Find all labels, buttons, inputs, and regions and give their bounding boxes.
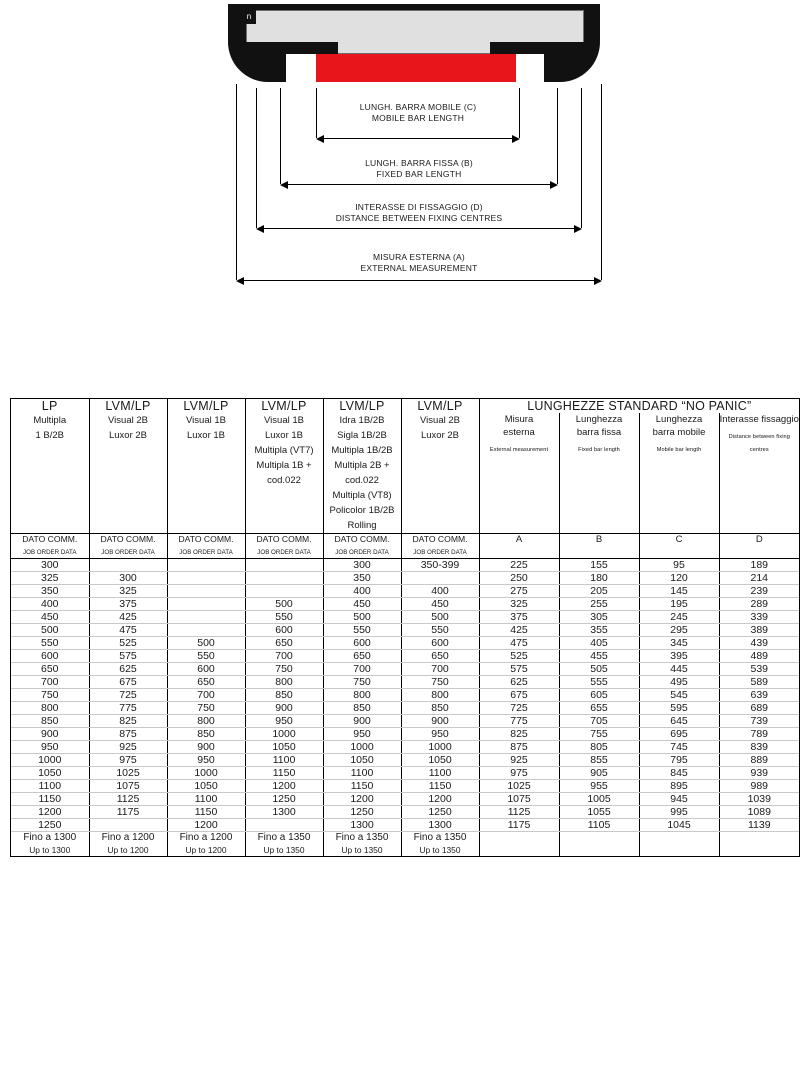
table-row: [11, 741, 799, 754]
cell-r17-c8: 895: [639, 780, 719, 793]
cell-r14-c1: 925: [89, 741, 167, 754]
cell-r4-c5: 500: [401, 611, 479, 624]
cell-r12-c5: 900: [401, 715, 479, 728]
cell-r20-c2: 1200: [167, 819, 245, 832]
cell-r16-c3: 1150: [245, 767, 323, 780]
cell-r7-c3: 700: [245, 650, 323, 663]
cell-r8-c1: 625: [89, 663, 167, 676]
cell-r7-c9: 489: [719, 650, 799, 663]
device-push-bar: [316, 54, 516, 82]
table-row: [11, 676, 799, 689]
cell-r7-c6: 525: [479, 650, 559, 663]
cell-r8-c8: 445: [639, 663, 719, 676]
cell-r3-c5: 450: [401, 598, 479, 611]
cell-r1-c6: 250: [479, 572, 559, 585]
dimension-a-label: MISURA ESTERNA (A) EXTERNAL MEASUREMENT: [360, 252, 478, 273]
table-model-row: [11, 413, 799, 534]
cell-r13-c0: 900: [11, 728, 89, 741]
cell-r0-c3: [245, 559, 323, 572]
footer-limit-5: Fino a 1350 Up to 1350: [401, 832, 479, 857]
cell-r15-c3: 1100: [245, 754, 323, 767]
cell-r18-c6: 1075: [479, 793, 559, 806]
cell-r8-c2: 600: [167, 663, 245, 676]
table-row: [11, 780, 799, 793]
table-row: [11, 598, 799, 611]
cell-r5-c4: 550: [323, 624, 401, 637]
table-row: [11, 572, 799, 585]
cell-r10-c5: 800: [401, 689, 479, 702]
cell-r18-c9: 1039: [719, 793, 799, 806]
cell-r11-c4: 850: [323, 702, 401, 715]
job-order-data-5: DATO COMM. JOB ORDER DATA: [401, 534, 479, 559]
cell-r9-c2: 650: [167, 676, 245, 689]
cell-r3-c7: 255: [559, 598, 639, 611]
table-row: [11, 806, 799, 819]
cell-r5-c0: 500: [11, 624, 89, 637]
cell-r8-c5: 700: [401, 663, 479, 676]
cell-r0-c2: [167, 559, 245, 572]
cell-r3-c8: 195: [639, 598, 719, 611]
cell-r13-c2: 850: [167, 728, 245, 741]
dimension-d-label: INTERASSE DI FISSAGGIO (D) DISTANCE BETWEEN FIXING CENTRES: [335, 202, 503, 223]
cell-r20-c6: 1175: [479, 819, 559, 832]
cell-r5-c5: 550: [401, 624, 479, 637]
cell-r13-c1: 875: [89, 728, 167, 741]
dimension-c-label: LUNGH. BARRA MOBILE (C) MOBILE BAR LENGTH: [359, 102, 477, 123]
model-list-5: Visual 2B Luxor 2B: [401, 413, 479, 534]
cell-r4-c7: 305: [559, 611, 639, 624]
cell-r17-c0: 1100: [11, 780, 89, 793]
cell-r2-c8: 145: [639, 585, 719, 598]
cell-r14-c7: 805: [559, 741, 639, 754]
cell-r8-c0: 650: [11, 663, 89, 676]
measure-header-B: Lunghezza barra fissa Fixed bar length: [559, 413, 639, 534]
cell-r14-c4: 1000: [323, 741, 401, 754]
cell-r15-c6: 925: [479, 754, 559, 767]
cell-r12-c4: 900: [323, 715, 401, 728]
cell-r10-c0: 750: [11, 689, 89, 702]
cell-r2-c6: 275: [479, 585, 559, 598]
cell-r12-c7: 705: [559, 715, 639, 728]
cell-r18-c1: 1125: [89, 793, 167, 806]
cell-r9-c6: 625: [479, 676, 559, 689]
model-list-2: Visual 1B Luxor 1B: [167, 413, 245, 534]
cell-r2-c9: 239: [719, 585, 799, 598]
cell-r4-c8: 245: [639, 611, 719, 624]
cell-r9-c7: 555: [559, 676, 639, 689]
cell-r8-c7: 505: [559, 663, 639, 676]
cell-r12-c8: 645: [639, 715, 719, 728]
cell-r15-c7: 855: [559, 754, 639, 767]
cell-r20-c9: 1139: [719, 819, 799, 832]
table-header-row: [11, 399, 799, 413]
footer-blank-b: [559, 832, 639, 857]
cell-r11-c1: 775: [89, 702, 167, 715]
header-family-4: LVM/LP: [323, 399, 401, 413]
cell-r9-c3: 800: [245, 676, 323, 689]
cell-r11-c2: 750: [167, 702, 245, 715]
table-row: [11, 624, 799, 637]
cell-r1-c2: [167, 572, 245, 585]
measure-header-D: Interasse fissaggio Distance between fixing centres: [719, 414, 799, 453]
cell-r7-c7: 455: [559, 650, 639, 663]
cell-r4-c2: [167, 611, 245, 624]
cell-r19-c6: 1125: [479, 806, 559, 819]
corner-marker: n: [242, 10, 256, 24]
cell-r4-c9: 339: [719, 611, 799, 624]
job-order-data-0: DATO COMM. JOB ORDER DATA: [11, 534, 89, 559]
header-standard-lengths: LUNGHEZZE STANDARD “NO PANIC”: [527, 399, 752, 413]
cell-r16-c5: 1100: [401, 767, 479, 780]
cell-r19-c4: 1250: [323, 806, 401, 819]
cell-r10-c9: 639: [719, 689, 799, 702]
cell-r19-c5: 1250: [401, 806, 479, 819]
job-order-data-2: DATO COMM. JOB ORDER DATA: [167, 534, 245, 559]
cell-r1-c0: 325: [11, 572, 89, 585]
cell-r0-c8: 95: [639, 559, 719, 572]
cell-r8-c6: 575: [479, 663, 559, 676]
cell-r18-c7: 1005: [559, 793, 639, 806]
cell-r3-c6: 325: [479, 598, 559, 611]
cell-r9-c4: 750: [323, 676, 401, 689]
cell-r17-c7: 955: [559, 780, 639, 793]
table-row: [11, 728, 799, 741]
measure-letter-A: A: [479, 534, 559, 559]
cell-r12-c3: 950: [245, 715, 323, 728]
cell-r6-c1: 525: [89, 637, 167, 650]
cell-r19-c0: 1200: [11, 806, 89, 819]
cell-r2-c1: 325: [89, 585, 167, 598]
model-list-3: Visual 1B Luxor 1B Multipla (VT7) Multipla 1B + cod.022: [245, 413, 323, 534]
measure-header-C: Lunghezza barra mobile Mobile bar length: [639, 413, 719, 534]
cell-r6-c7: 405: [559, 637, 639, 650]
cell-r11-c9: 689: [719, 702, 799, 715]
device-left-cut: [286, 54, 320, 84]
model-list-0: Multipla 1 B/2B: [11, 413, 89, 534]
cell-r14-c3: 1050: [245, 741, 323, 754]
cell-r20-c1: [89, 819, 167, 832]
cell-r4-c1: 425: [89, 611, 167, 624]
table-row: [11, 715, 799, 728]
cell-r16-c7: 905: [559, 767, 639, 780]
cell-r5-c8: 295: [639, 624, 719, 637]
footer-blank-c: [639, 832, 719, 857]
cell-r11-c8: 595: [639, 702, 719, 715]
cell-r12-c1: 825: [89, 715, 167, 728]
cell-r11-c6: 725: [479, 702, 559, 715]
cell-r2-c5: 400: [401, 585, 479, 598]
footer-limit-4: Fino a 1350 Up to 1350: [323, 832, 401, 857]
cell-r6-c6: 475: [479, 637, 559, 650]
cell-r13-c3: 1000: [245, 728, 323, 741]
cell-r2-c4: 400: [323, 585, 401, 598]
cell-r7-c0: 600: [11, 650, 89, 663]
cell-r17-c6: 1025: [479, 780, 559, 793]
cell-r3-c4: 450: [323, 598, 401, 611]
cell-r15-c1: 975: [89, 754, 167, 767]
cell-r20-c7: 1105: [559, 819, 639, 832]
cell-r1-c3: [245, 572, 323, 585]
cell-r10-c2: 700: [167, 689, 245, 702]
standard-lengths-table: [10, 398, 800, 857]
cell-r12-c6: 775: [479, 715, 559, 728]
job-order-data-4: DATO COMM. JOB ORDER DATA: [323, 534, 401, 559]
cell-r15-c9: 889: [719, 754, 799, 767]
cell-r5-c1: 475: [89, 624, 167, 637]
cell-r9-c8: 495: [639, 676, 719, 689]
measure-letter-B: B: [559, 534, 639, 559]
cell-r18-c0: 1150: [11, 793, 89, 806]
cell-r19-c7: 1055: [559, 806, 639, 819]
cell-r14-c6: 875: [479, 741, 559, 754]
cell-r3-c1: 375: [89, 598, 167, 611]
cell-r14-c9: 839: [719, 741, 799, 754]
cell-r19-c9: 1089: [719, 806, 799, 819]
cell-r18-c3: 1250: [245, 793, 323, 806]
cell-r17-c1: 1075: [89, 780, 167, 793]
header-family-3: LVM/LP: [245, 399, 323, 413]
table-row: [11, 689, 799, 702]
cell-r10-c7: 605: [559, 689, 639, 702]
cell-r19-c2: 1150: [167, 806, 245, 819]
cell-r14-c0: 950: [11, 741, 89, 754]
cell-r16-c1: 1025: [89, 767, 167, 780]
cell-r1-c7: 180: [559, 572, 639, 585]
table-row: [11, 637, 799, 650]
cell-r18-c8: 945: [639, 793, 719, 806]
cell-r1-c1: 300: [89, 572, 167, 585]
cell-r4-c4: 500: [323, 611, 401, 624]
cell-r7-c2: 550: [167, 650, 245, 663]
cell-r1-c9: 214: [719, 572, 799, 585]
cell-r11-c3: 900: [245, 702, 323, 715]
cell-r13-c7: 755: [559, 728, 639, 741]
cell-r3-c2: [167, 598, 245, 611]
cell-r13-c4: 950: [323, 728, 401, 741]
cell-r12-c2: 800: [167, 715, 245, 728]
cell-r20-c8: 1045: [639, 819, 719, 832]
job-order-data-3: DATO COMM. JOB ORDER DATA: [245, 534, 323, 559]
cell-r1-c5: [401, 572, 479, 585]
table-row: [11, 663, 799, 676]
table-subheader-row: [11, 534, 799, 559]
cell-r16-c9: 939: [719, 767, 799, 780]
cell-r8-c9: 539: [719, 663, 799, 676]
cell-r17-c3: 1200: [245, 780, 323, 793]
model-list-4: Idra 1B/2B Sigla 1B/2B Multipla 1B/2B Multipla 2B + cod.022 Multipla (VT8) Policolor 1B/2B Rolling: [323, 413, 401, 534]
cell-r3-c9: 289: [719, 598, 799, 611]
cell-r0-c0: 300: [11, 559, 89, 572]
cell-r18-c4: 1200: [323, 793, 401, 806]
cell-r20-c0: 1250: [11, 819, 89, 832]
cell-r4-c0: 450: [11, 611, 89, 624]
table-row: [11, 559, 799, 572]
cell-r0-c1: [89, 559, 167, 572]
device-illustration: [228, 4, 600, 96]
cell-r19-c8: 995: [639, 806, 719, 819]
cell-r11-c7: 655: [559, 702, 639, 715]
cell-r19-c3: 1300: [245, 806, 323, 819]
footer-limit-0: Fino a 1300 Up to 1300: [11, 832, 89, 857]
table-row: [11, 585, 799, 598]
cell-r6-c4: 600: [323, 637, 401, 650]
cell-r13-c9: 789: [719, 728, 799, 741]
cell-r10-c6: 675: [479, 689, 559, 702]
table-footer-row: [11, 832, 799, 857]
cell-r17-c4: 1150: [323, 780, 401, 793]
cell-r15-c0: 1000: [11, 754, 89, 767]
cell-r3-c0: 400: [11, 598, 89, 611]
cell-r9-c9: 589: [719, 676, 799, 689]
cell-r5-c7: 355: [559, 624, 639, 637]
table-row: [11, 611, 799, 624]
footer-blank-a: [479, 832, 559, 857]
cell-r12-c0: 850: [11, 715, 89, 728]
cell-r6-c8: 345: [639, 637, 719, 650]
cell-r17-c5: 1150: [401, 780, 479, 793]
cell-r8-c4: 700: [323, 663, 401, 676]
header-family-5: LVM/LP: [401, 399, 479, 413]
cell-r0-c9: 189: [719, 559, 799, 572]
cell-r10-c3: 850: [245, 689, 323, 702]
cell-r15-c4: 1050: [323, 754, 401, 767]
cell-r0-c6: 225: [479, 559, 559, 572]
measure-letter-D: D: [755, 534, 763, 545]
cell-r5-c6: 425: [479, 624, 559, 637]
cell-r13-c6: 825: [479, 728, 559, 741]
dimension-b-label: LUNGH. BARRA FISSA (B) FIXED BAR LENGTH: [365, 158, 473, 179]
cell-r15-c2: 950: [167, 754, 245, 767]
table-row: [11, 650, 799, 663]
cell-r9-c1: 675: [89, 676, 167, 689]
table-row: [11, 819, 799, 832]
table-row: [11, 793, 799, 806]
cell-r15-c8: 795: [639, 754, 719, 767]
cell-r5-c2: [167, 624, 245, 637]
cell-r12-c9: 739: [719, 715, 799, 728]
cell-r8-c3: 750: [245, 663, 323, 676]
cell-r2-c7: 205: [559, 585, 639, 598]
cell-r10-c4: 800: [323, 689, 401, 702]
cell-r20-c3: [245, 819, 323, 832]
header-family-1: LVM/LP: [89, 399, 167, 413]
cell-r3-c3: 500: [245, 598, 323, 611]
cell-r0-c4: 300: [323, 559, 401, 572]
cell-r9-c5: 750: [401, 676, 479, 689]
cell-r13-c8: 695: [639, 728, 719, 741]
table-row: [11, 767, 799, 780]
cell-r7-c4: 650: [323, 650, 401, 663]
cell-r7-c1: 575: [89, 650, 167, 663]
cell-r7-c5: 650: [401, 650, 479, 663]
cell-r0-c7: 155: [559, 559, 639, 572]
cell-r20-c5: 1300: [401, 819, 479, 832]
job-order-data-1: DATO COMM. JOB ORDER DATA: [89, 534, 167, 559]
cell-r20-c4: 1300: [323, 819, 401, 832]
cell-r11-c0: 800: [11, 702, 89, 715]
cell-r18-c2: 1100: [167, 793, 245, 806]
table-row: [11, 702, 799, 715]
header-family-2: LVM/LP: [167, 399, 245, 413]
cell-r18-c5: 1200: [401, 793, 479, 806]
footer-blank-d: [719, 832, 799, 857]
cell-r6-c0: 550: [11, 637, 89, 650]
cell-r1-c4: 350: [323, 572, 401, 585]
cell-r16-c2: 1000: [167, 767, 245, 780]
cell-r2-c2: [167, 585, 245, 598]
table-row: [11, 754, 799, 767]
cell-r16-c4: 1100: [323, 767, 401, 780]
cell-r16-c6: 975: [479, 767, 559, 780]
cell-r6-c2: 500: [167, 637, 245, 650]
cell-r19-c1: 1175: [89, 806, 167, 819]
footer-limit-1: Fino a 1200 Up to 1200: [89, 832, 167, 857]
cell-r0-c5: 350-399: [401, 559, 479, 572]
cell-r15-c5: 1050: [401, 754, 479, 767]
measure-header-A: Misura esterna External measurement: [479, 413, 559, 534]
cell-r17-c9: 989: [719, 780, 799, 793]
cell-r5-c3: 600: [245, 624, 323, 637]
cell-r10-c8: 545: [639, 689, 719, 702]
cell-r9-c0: 700: [11, 676, 89, 689]
cell-r5-c9: 389: [719, 624, 799, 637]
cell-r6-c3: 650: [245, 637, 323, 650]
cell-r10-c1: 725: [89, 689, 167, 702]
cell-r2-c0: 350: [11, 585, 89, 598]
header-family-0: LP: [11, 399, 89, 413]
cell-r14-c2: 900: [167, 741, 245, 754]
measure-letter-C: C: [639, 534, 719, 559]
cell-r13-c5: 950: [401, 728, 479, 741]
cell-r2-c3: [245, 585, 323, 598]
lengths-table: [11, 399, 799, 856]
cell-r4-c3: 550: [245, 611, 323, 624]
cell-r1-c8: 120: [639, 572, 719, 585]
cell-r7-c8: 395: [639, 650, 719, 663]
footer-limit-2: Fino a 1200 Up to 1200: [167, 832, 245, 857]
cell-r17-c2: 1050: [167, 780, 245, 793]
cell-r4-c6: 375: [479, 611, 559, 624]
footer-limit-3: Fino a 1350 Up to 1350: [245, 832, 323, 857]
product-diagram: [0, 0, 810, 330]
cell-r16-c8: 845: [639, 767, 719, 780]
model-list-1: Visual 2B Luxor 2B: [89, 413, 167, 534]
cell-r6-c9: 439: [719, 637, 799, 650]
cell-r6-c5: 600: [401, 637, 479, 650]
cell-r16-c0: 1050: [11, 767, 89, 780]
cell-r14-c8: 745: [639, 741, 719, 754]
cell-r14-c5: 1000: [401, 741, 479, 754]
cell-r11-c5: 850: [401, 702, 479, 715]
